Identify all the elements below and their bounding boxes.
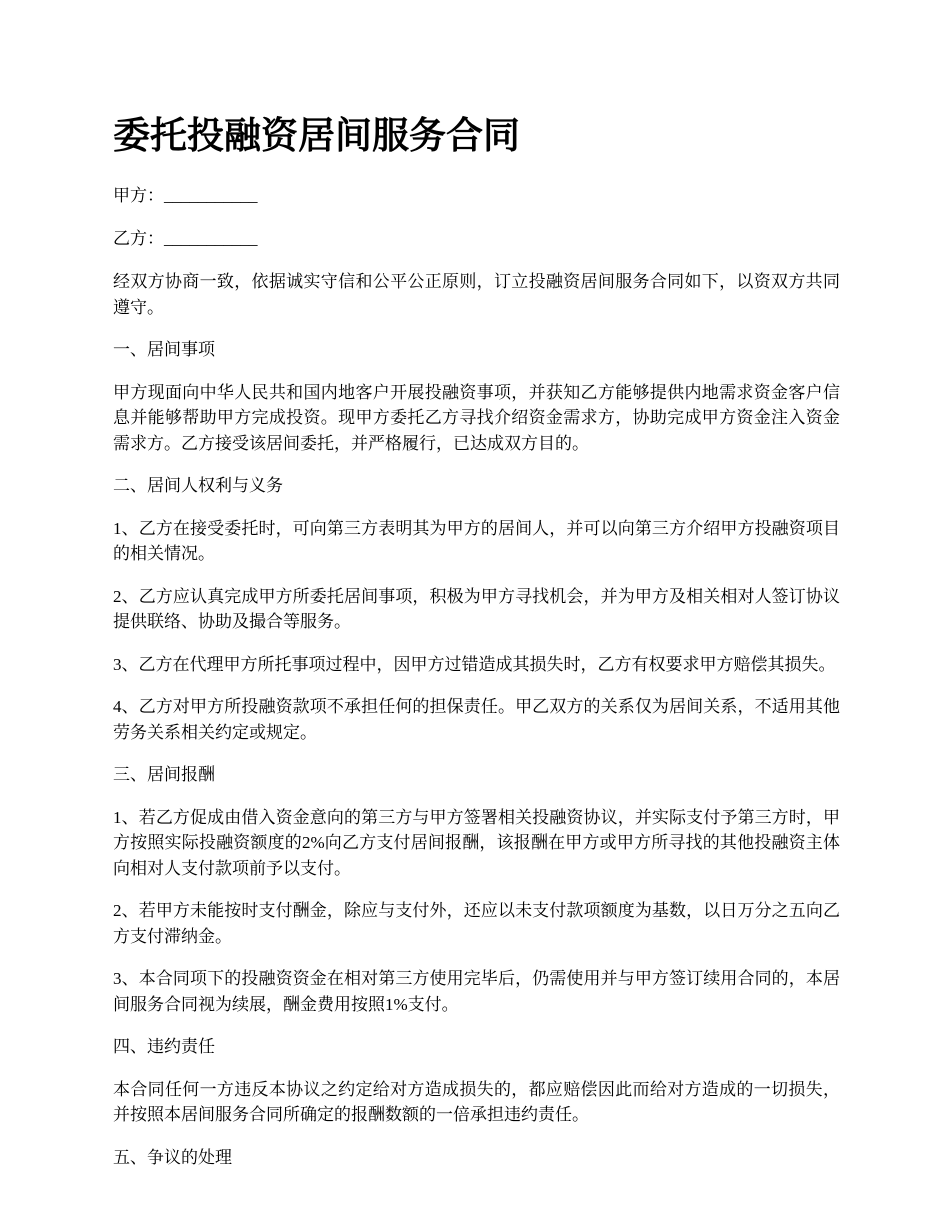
intro-paragraph: 经双方协商一致，依据诚实守信和公平公正原则，订立投融资居间服务合同如下，以资双方共同遵守。	[113, 272, 840, 317]
section-paragraph: 1、乙方在接受委托时，可向第三方表明其为甲方的居间人，并可以向第三方介绍甲方投融资项目的相关情况。	[113, 518, 840, 563]
section-heading-disputes: 五、争议的处理	[113, 1147, 232, 1167]
section-heading-rights: 二、居间人权利与义务	[113, 476, 283, 495]
party-a-line: 甲方：___________	[113, 186, 258, 205]
document-title: 委托投融资居间服务合同	[113, 116, 520, 157]
section-heading-matters: 一、居间事项	[113, 340, 215, 359]
section-paragraph: 2、若甲方未能按时支付酬金，除应与支付外，还应以未支付款项额度为基数，以日万分之五向乙方支付滞纳金。	[113, 901, 840, 946]
party-b-line: 乙方：___________	[113, 229, 258, 248]
document-page	[113, 114, 840, 1187]
section-paragraph: 甲方现面向中华人民共和国内地客户开展投融资事项，并获知乙方能够提供内地需求资金客户信息并能够帮助甲方完成投资。现甲方委托乙方寻找介绍资金需求方，协助完成甲方资金注入资金需求方。乙方接受该居间委托，并严格履行，已达成双方目的。	[113, 382, 840, 453]
section-heading-liability: 四、违约责任	[113, 1037, 215, 1056]
section-paragraph: 2、乙方应认真完成甲方所委托居间事项，积极为甲方寻找机会，并为甲方及相关相对人签订协议提供联络、协助及撮合等服务。	[113, 586, 840, 631]
section-heading-remuneration: 三、居间报酬	[113, 765, 215, 784]
section-paragraph: 4、乙方对甲方所投融资款项不承担任何的担保责任。甲乙双方的关系仅为居间关系，不适用其他劳务关系相关约定或规定。	[113, 697, 840, 742]
section-paragraph: 1、若乙方促成由借入资金意向的第三方与甲方签署相关投融资协议，并实际支付予第三方时，甲方按照实际投融资额度的2%向乙方支付居间报酬，该报酬在甲方或甲方所寻找的其他投融资主体向相对人支付款项前予以支付。	[113, 807, 840, 878]
section-paragraph: 3、本合同项下的投融资资金在相对第三方使用完毕后，仍需使用并与甲方签订续用合同的，本居间服务合同视为续展，酬金费用按照1%支付。	[113, 969, 840, 1014]
section-paragraph: 3、乙方在代理甲方所托事项过程中，因甲方过错造成其损失时，乙方有权要求甲方赔偿其损失。	[113, 654, 836, 674]
section-paragraph: 本合同任何一方违反本协议之约定给对方造成损失的，都应赔偿因此而给对方造成的一切损失，并按照本居间服务合同所确定的报酬数额的一倍承担违约责任。	[113, 1079, 840, 1124]
